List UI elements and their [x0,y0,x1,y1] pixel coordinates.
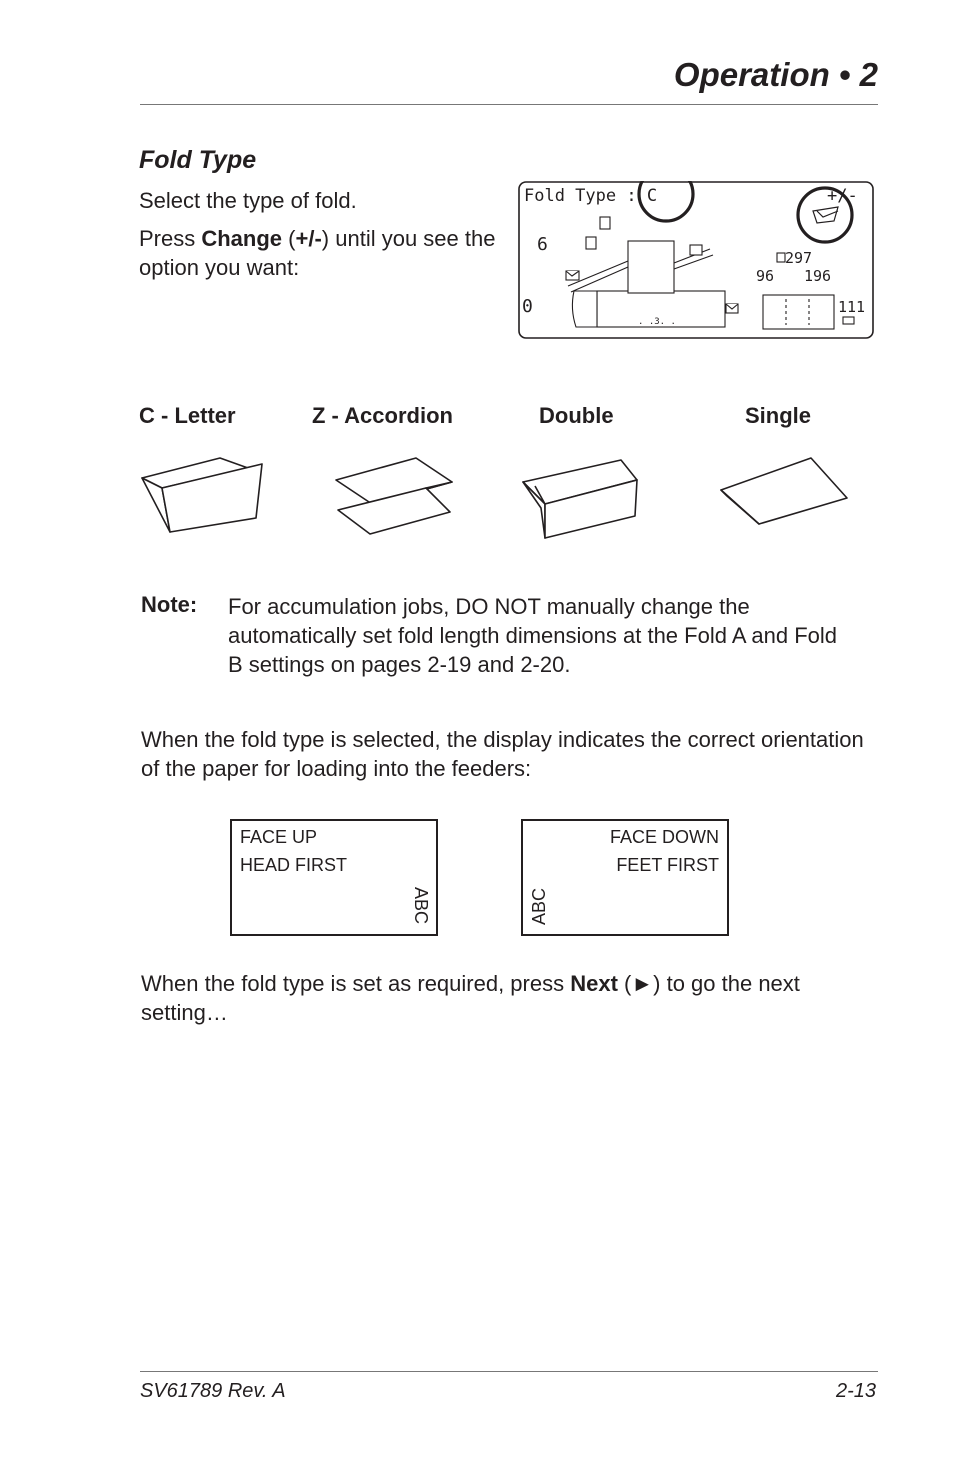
next-pre: When the fold type is set as required, press [141,971,571,996]
page-title: Operation • 2 [673,56,878,93]
note-text: For accumulation jobs, DO NOT manually change the automatically set fold length dimensions at the Fold A and Fold B settings on pages 2-19 and 2-20. [228,594,838,677]
next-key: Next [570,971,618,996]
abc-sample-rotated-right: ABC [411,887,431,925]
next-arrow-icon: ► [631,971,654,996]
footer-divider [140,1371,878,1372]
press-instruction [139,224,499,282]
abc-sample-rotated-left: ABC [529,887,549,925]
document-number: SV61789 Rev. A [140,1380,286,1402]
lcd-plus-minus: +/- [827,186,858,206]
lcd-title: Fold Type : C [524,186,658,206]
lcd-fold-a: 96 [756,267,775,285]
plus-minus-key: +/- [295,226,322,251]
lcd-left-number: 6 [537,234,548,255]
face-up-label: FACE UP [240,827,318,847]
lcd-fold-b: 196 [804,267,832,285]
face-down-display [521,819,729,936]
next-instruction [141,969,876,1027]
head-first-label: HEAD FIRST [240,855,348,875]
press-post: ) until you see the option you want: [139,226,496,280]
press-mid: ( [282,226,296,251]
note-label: Note: [141,592,198,617]
press-pre: Press [139,226,202,251]
fold-label-single: Single [745,403,812,428]
fold-label-double: Double [539,403,614,428]
orientation-intro: When the fold type is selected, the display indicates the correct orientation of the paper for loading into the feeders: [141,727,864,781]
single-fold-icon [715,452,855,532]
lcd-count: 111 [838,298,866,316]
fold-label-z-accordion: Z - Accordion [312,403,453,428]
page-number: 2-13 [835,1380,876,1402]
fold-label-c-letter: C - Letter [139,403,236,428]
lcd-length: 297 [785,249,813,267]
section-title: Fold Type [139,146,257,174]
c-letter-fold-icon [130,452,270,538]
lcd-zero: 0 [522,296,533,317]
change-key: Change [201,226,283,251]
next-post: ) to go the next setting… [141,971,800,1025]
header-divider [140,104,878,105]
z-accordion-fold-icon [330,452,460,542]
intro-line: Select the type of fold. [139,188,357,213]
feet-first-label: FEET FIRST [616,855,719,875]
lcd-dots: . .3. . [638,317,676,327]
double-fold-icon [515,452,645,544]
lcd-display [518,181,874,339]
next-mid: ( [617,971,632,996]
face-down-label: FACE DOWN [609,827,719,847]
face-up-display [230,819,438,936]
